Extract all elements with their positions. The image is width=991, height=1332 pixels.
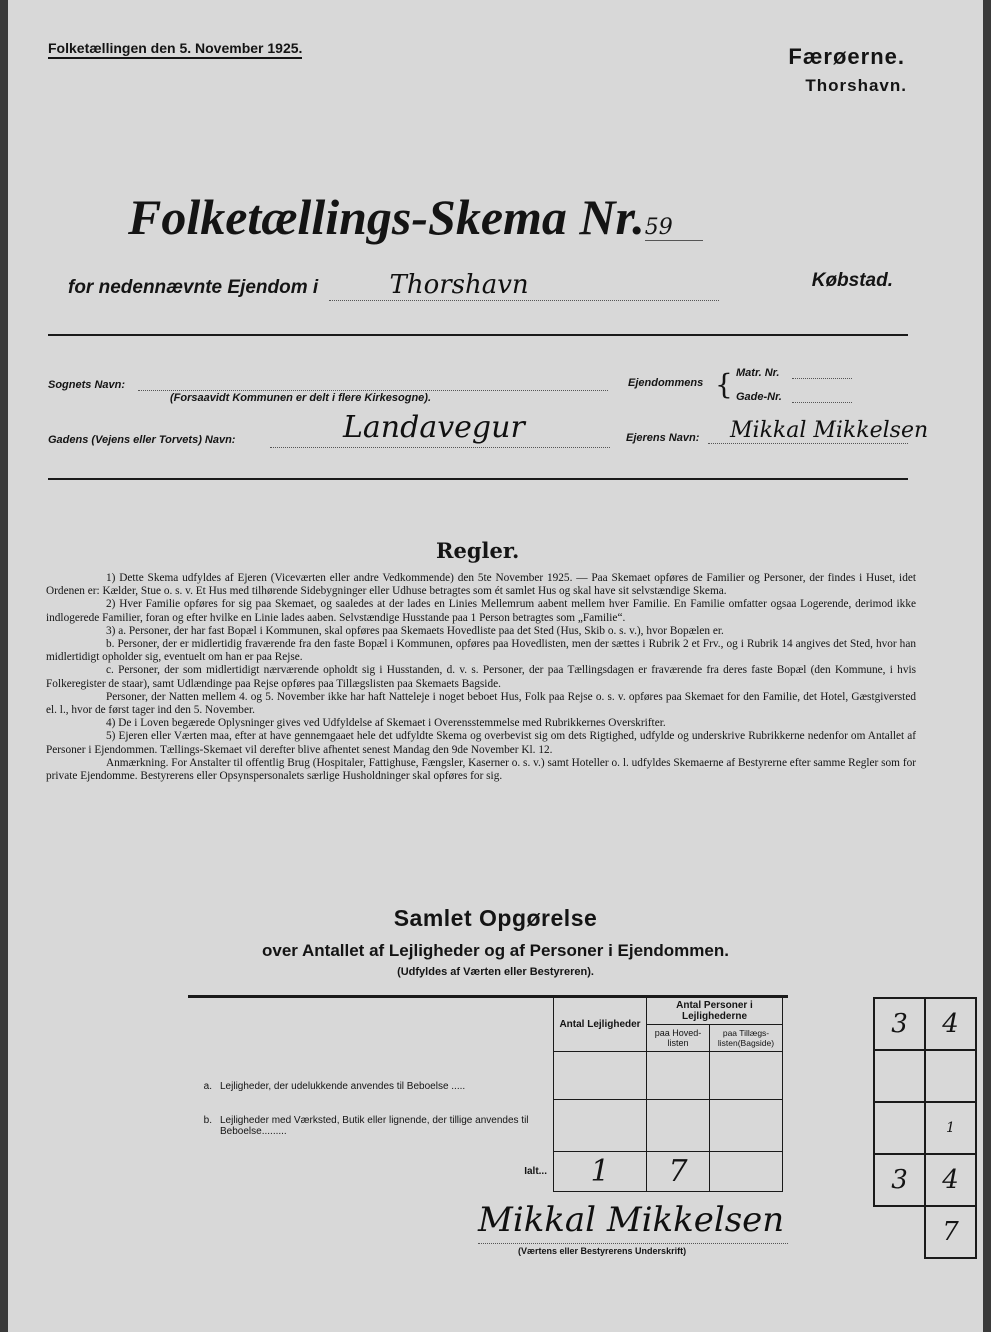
rule-paragraph: 1) Dette Skema udfyldes af Ejeren (Viceværten eller andre Vedkommende) den 5te November 1925. — Paa Skemaet opføres de Familier og Personer, der findes i Huset, idet Ordenen er: Kælder, Stue o. s. v. Et Hus med tilhørende Sidebygninger eller Udhuse betragtes som ét samlet Hus og skal have sit selvstændige Skema. (46, 572, 916, 598)
kobstad-label: Købstad. (811, 270, 893, 291)
tally-cell: 3 (874, 998, 925, 1050)
form-title (128, 188, 703, 246)
cell (710, 1100, 783, 1152)
col-hovedliste: paa Hoved-listen (647, 1025, 710, 1052)
rules-heading: Regler. (436, 538, 520, 563)
cell (647, 1052, 710, 1100)
summary-table (188, 997, 783, 1192)
matr-label: Matr. Nr. (736, 367, 780, 379)
rule-paragraph: 5) Ejeren eller Værten maa, efter at have gennemgaaet hele det udfyldte Skema og overbevist sig om dets Rigtighed, udfylde og underskrive Rubrikkerne nedenfor om Antallet af Personer i Ejendommen. Tællings-Skemaet vil derefter blive afhentet senest Mandag den 9de November Kl. 12. (46, 730, 916, 756)
row-b-letter: b. (203, 1114, 212, 1126)
rule-paragraph: b. Personer, der er midlertidig fraværende fra den faste Bopæl i Kommunen, opføres paa Hovedlisten, men der sættes i Rubrik 2 et Frv., og i Rubrik 14 angives det Sted, hvor han midlertidigt opholder sig, eventuelt om han er paa Rejse. (46, 638, 916, 664)
property-line (68, 270, 719, 301)
summary-title: Samlet Opgørelse (393, 905, 598, 931)
tally-cell: 4 (925, 998, 976, 1050)
matr-field (792, 378, 852, 379)
tally-cell: 4 (925, 1154, 976, 1206)
summary-subtitle: over Antallet af Lejligheder og af Personer i Ejendommen. (262, 941, 729, 960)
rules-text (46, 572, 916, 783)
signature-line (478, 1243, 788, 1244)
ejendom-label: Ejendommens (628, 377, 704, 389)
signature-caption: (Værtens eller Bestyrerens Underskrift) (518, 1246, 687, 1256)
row-a-label (188, 1052, 554, 1100)
gade-hand: Landavegur (343, 410, 525, 445)
town-title: Thorshavn. (805, 76, 907, 95)
rule-paragraph: 4) De i Loven begærede Oplysninger gives ved Udfyldelse af Skemaet i Overensstemmelse med Rubrikkernes Overskrifter. (106, 717, 666, 730)
row-a-letter: a. (203, 1080, 212, 1092)
signature: Mikkal Mikkelsen (478, 1200, 785, 1240)
cell (554, 1052, 647, 1100)
rule-paragraph: 3) a. Personer, der har fast Bopæl i Kommunen, skal opføres paa Skemaets Hovedliste paa det Sted (Hus, Skib o. s. v.), hvor Bopælen er. (106, 624, 724, 637)
form-title-text: Folketællings-Skema Nr. (128, 189, 645, 245)
ejer-label: Ejerens Navn: (626, 432, 700, 444)
divider (48, 478, 908, 480)
tally-cell (874, 1050, 925, 1102)
ialt-lejligheder: 1 (554, 1152, 647, 1192)
sogn-note: (Forsaavidt Kommunen er delt i flere Kirkesogne). (170, 392, 432, 404)
cell (554, 1100, 647, 1152)
cell (647, 1100, 710, 1152)
form-number: 59 (645, 215, 703, 241)
rule-paragraph: Anmærkning. For Anstalter til offentlig Brug (Hospitaler, Fattighuse, Fængsler, Kaserner o. s. v.) samt Hoteller o. l. udfyldes Skemaerne af Bestyrerne efter samme Regler som for private Ejendomme. Bestyrerens eller Opsynspersonalets særlige Husholdninger skal opføres for sig. (46, 756, 916, 783)
region-title: Færøerne. (788, 44, 905, 69)
gade-nr-label: Gade-Nr. (736, 391, 782, 403)
ialt-hovedliste: 7 (647, 1152, 710, 1192)
row-b-text: Lejligheder med Værksted, Butik eller lignende, der tillige anvendes til Beboelse......... (220, 1114, 529, 1137)
ejer-field (708, 443, 908, 444)
tally-cell: 3 (874, 1154, 925, 1206)
col-lejligheder: Antal Lejligheder (554, 998, 647, 1052)
side-tally (873, 997, 977, 1259)
rule-paragraph: 2) Hver Familie opføres for sig paa Skemaet, og saaledes at der lades en Linies Mellemrum aabent mellem hver Familie. En Familie omfatter ogsaa Logerende, derimod ikke indlogerede Familier, foran og efter hvilke en Linie lades aaben. Selvstændige Husstande paa 1 Person betragtes som „Familie“. (46, 598, 916, 624)
brace-icon: { (715, 368, 733, 401)
census-form (8, 0, 983, 1332)
gade-field (270, 447, 610, 448)
ejer-hand: Mikkal Mikkelsen (730, 418, 929, 443)
gade-nr-field (792, 402, 852, 403)
sogn-label: Sognets Navn: (48, 379, 126, 391)
census-date-header: Folketællingen den 5. November 1925. (48, 40, 302, 59)
place-hand: Thorshavn (389, 270, 529, 300)
row-b-label (188, 1100, 554, 1152)
row-a-text: Lejligheder, der udelukkende anvendes til Beboelse ..... (220, 1080, 466, 1092)
tally-cell: 7 (925, 1206, 976, 1258)
tally-cell: 1 (925, 1102, 976, 1154)
tally-cell (925, 1050, 976, 1102)
table-blank (188, 998, 554, 1052)
tally-cell (874, 1206, 925, 1258)
ialt-tillaegsliste (710, 1152, 783, 1192)
place-field (329, 270, 719, 301)
gade-label: Gadens (Vejens eller Torvets) Navn: (48, 434, 236, 446)
property-label: for nedennævnte Ejendom i (68, 277, 319, 298)
sogn-field (138, 390, 608, 391)
col-tillaegsliste: paa Tillægs-listen(Bagside) (710, 1025, 783, 1052)
divider (48, 334, 908, 336)
summary-note: (Udfyldes af Værten eller Bestyreren). (397, 966, 594, 978)
col-personer: Antal Personer i Lejlighederne (647, 998, 783, 1025)
rule-paragraph: c. Personer, der som midlertidigt nærværende opholdt sig i Husstanden, d. v. s. Personer, der paa Tællingsdagen er fraværende fra deres faste Bopæl (den Kommune, i hvis Folkeregister de staar), samt Udlændinge paa Rejse opføres paa Tillægslisten paa Skemaets Bagside. (46, 664, 916, 690)
tally-cell (874, 1102, 925, 1154)
rule-paragraph: Personer, der Natten mellem 4. og 5. November ikke har haft Natteleje i noget beboet Hus, Folk paa Rejse o. s. v. opføres paa Skemaet for den Familie, det Hotel, Gæstgiversted el. l., hvor de først tager ind den 5. November. (46, 690, 916, 717)
cell (710, 1052, 783, 1100)
ialt-label: Ialt... (524, 1166, 547, 1177)
